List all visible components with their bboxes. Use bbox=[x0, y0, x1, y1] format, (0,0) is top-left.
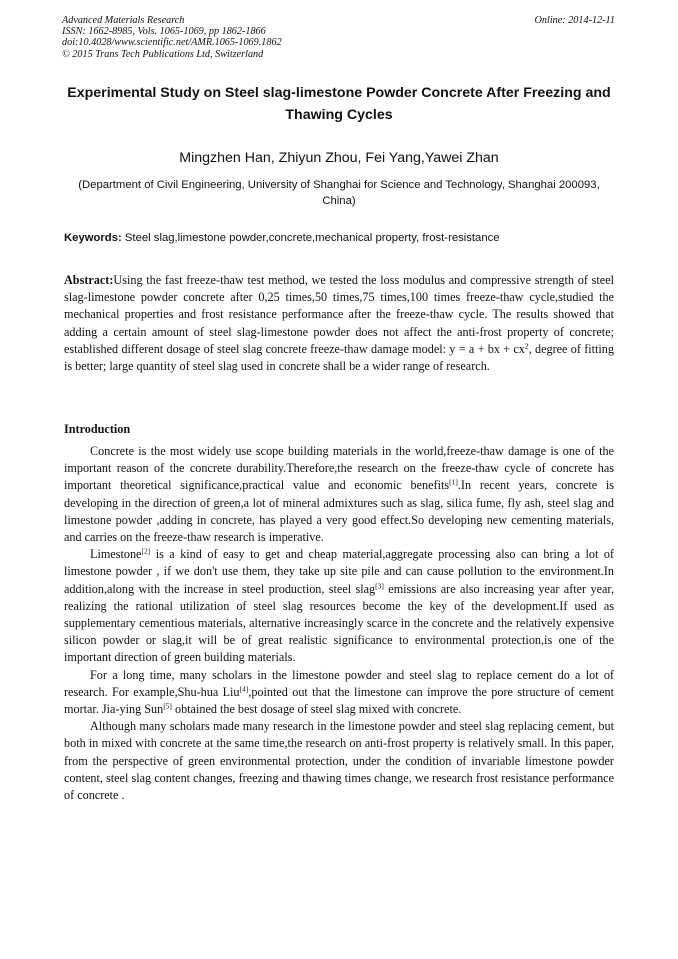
keywords-text: Steel slag,limestone powder,concrete,mechanical property, frost-resistance bbox=[121, 232, 500, 244]
keywords bbox=[64, 230, 614, 246]
citation-ref: [2] bbox=[141, 546, 151, 556]
journal-header bbox=[62, 15, 282, 60]
citation-ref: [3] bbox=[375, 581, 384, 591]
paragraph-text: .In recent years, concrete is developing in the direction of green,a lot of mineral admixtures such as slag, silica fume, fly ash, steel slag and limestone powder ,adding in concrete, has played a very good effect.So developing new cementing materials, and carries on the freeze-thaw research is imperative. bbox=[64, 478, 614, 545]
journal-name: Advanced Materials Research bbox=[62, 15, 185, 26]
paragraph-text: Concrete is the most widely use scope building materials in the world,freeze-thaw damage is one of the important reason of the concrete durability.Therefore,the research on the freeze-thaw cycle of concrete has important theoretical significance,practical value and economic benefits bbox=[64, 444, 614, 493]
section-heading-introduction: Introduction bbox=[64, 422, 131, 436]
abstract-text-end: , degree of fitting is better; large quantity of steel slag used in concrete shall be a wider range of research. bbox=[64, 341, 614, 374]
copyright-line: © 2015 Trans Tech Publications Ltd, Switzerland bbox=[62, 48, 264, 60]
paragraph-text: emissions are also increasing year after year, realizing the rational utilization of steel slag resources become the key of the development.If used as supplementary cementious materials, alternative increasingly scarce in the concrete and the relatively expensive silicon powder or slag,it will be of great realistic significance to environmental protection,is one of the important direction of green building materials. bbox=[64, 581, 615, 665]
online-date: Online: 2014-12-11 bbox=[534, 15, 615, 26]
intro-paragraph bbox=[64, 667, 614, 719]
keywords-label: Keywords: bbox=[64, 232, 122, 244]
paragraph-text: For a long time, many scholars in the limestone powder and steel slag to replace cement do a lot of research. For example,Shu-hua Liu bbox=[64, 667, 614, 699]
intro-paragraph: Although many scholars made many research in the limestone powder and steel slag replacing cement, but both in mixed with concrete at the same time,the research on anti-frost property is relatively small. In this paper, from the perspective of green environmental protection, under the condition of invariable limestone powder content, steel slag content changes, freezing and thawing times change, we research frost resistance performance of concrete . bbox=[64, 719, 614, 803]
issn-line: ISSN: 1662-8985, Vols. 1065-1069, pp 1862-1866 bbox=[62, 26, 266, 38]
intro-paragraph bbox=[64, 443, 614, 546]
affiliation: (Department of Civil Engineering, University of Shanghai for Science and Technology, Shanghai 200093, China) bbox=[78, 179, 600, 207]
paragraph-text: ,pointed out that the limestone can improve the pore structure of cement mortar. Jia-ying Sun bbox=[64, 684, 615, 717]
introduction-body bbox=[64, 443, 614, 804]
abstract bbox=[64, 272, 614, 375]
doi-line: doi:10.4028/www.scientific.net/AMR.1065-1069.1862 bbox=[62, 37, 282, 49]
intro-paragraph bbox=[64, 546, 614, 666]
citation-ref: [1] bbox=[449, 477, 458, 487]
paragraph-text: Limestone bbox=[90, 547, 142, 562]
abstract-label: Abstract: bbox=[64, 273, 114, 287]
abstract-superscript: 2 bbox=[524, 341, 529, 351]
paragraph-text: is a kind of easy to get and cheap material,aggregate processing also can bring a lot of limestone powder , if we don't use them, they take up site pile and can cause pollution to the environment.In addition,along with the increase in steel production, steel slag bbox=[64, 547, 614, 596]
abstract-text: Using the fast freeze-thaw test method, we tested the loss modulus and compressive strength of steel slag-limestone powder concrete after 0,25 times,50 times,75 times,100 times freeze-thaw cycle,studied the mechanical properties and frost resistance performance after the freeze-thaw cycle. The results showed that adding a certain amount of steel slag-limestone powder does not affect the anti-frost property of concrete; established different dosage of steel slag concrete freeze-thaw damage model: y = a + bx + cx bbox=[64, 273, 614, 356]
author-list: Mingzhen Han, Zhiyun Zhou, Fei Yang,Yawei Zhan bbox=[179, 150, 499, 166]
citation-ref: [5] bbox=[163, 701, 172, 711]
paragraph-text: obtained the best dosage of steel slag mixed with concrete. bbox=[171, 702, 462, 717]
citation-ref: [4] bbox=[239, 684, 249, 694]
paper-title: Experimental Study on Steel slag-limestone Powder Concrete After Freezing and Thawing Cycles bbox=[67, 85, 611, 123]
